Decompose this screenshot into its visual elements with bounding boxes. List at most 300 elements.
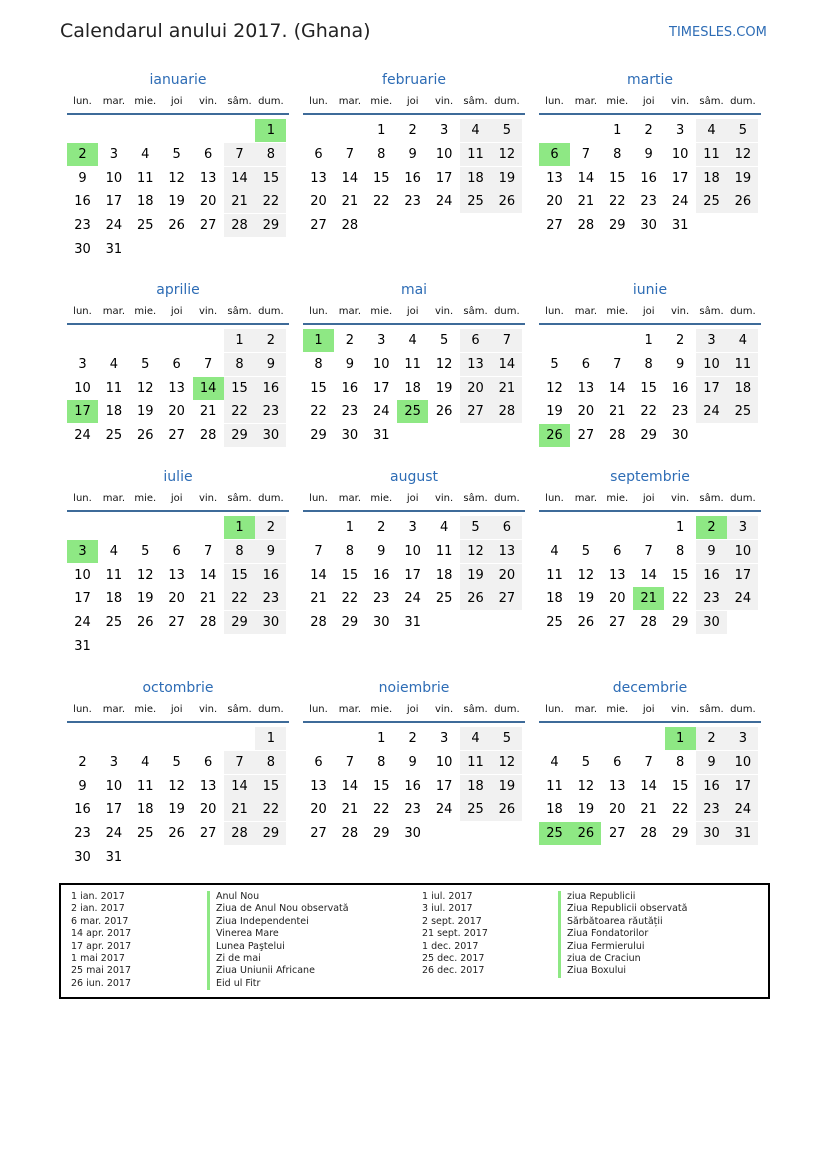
day-cell: 29 bbox=[255, 214, 286, 237]
day-cell: 30 bbox=[696, 611, 727, 634]
weekday-header: sâm. bbox=[463, 96, 488, 107]
day-cell: 18 bbox=[435, 567, 453, 583]
day-cell: 24 bbox=[727, 798, 758, 821]
holiday-date: 21 sept. 2017 bbox=[422, 928, 488, 940]
day-cell: 9 bbox=[345, 356, 355, 372]
holiday-name: Lunea Paştelui bbox=[207, 941, 349, 953]
weekday-header: mie. bbox=[370, 704, 393, 715]
weekday-header: dum. bbox=[730, 306, 756, 317]
holiday-date: 2 sept. 2017 bbox=[422, 915, 482, 927]
day-cell: 2 bbox=[78, 754, 87, 770]
day-cell: 8 bbox=[255, 143, 286, 166]
day-cell: 22 bbox=[224, 587, 255, 610]
month-divider bbox=[67, 323, 289, 325]
day-cell: 23 bbox=[671, 404, 689, 420]
weekday-header: mar. bbox=[574, 96, 598, 107]
day-cell: 19 bbox=[546, 404, 563, 420]
holiday-date: 26 iun. 2017 bbox=[71, 977, 132, 989]
day-cell: 10 bbox=[404, 543, 421, 559]
day-cell: 29 bbox=[224, 611, 255, 634]
day-cell: 6 bbox=[613, 543, 622, 559]
weekday-header: joi bbox=[406, 704, 419, 715]
weekday-header: sâm. bbox=[463, 306, 488, 317]
day-cell: 19 bbox=[727, 167, 758, 190]
day-cell: 16 bbox=[74, 194, 91, 210]
day-cell: 11 bbox=[460, 143, 491, 166]
holiday-day-cell: 26 bbox=[539, 424, 570, 447]
day-cell: 25 bbox=[105, 428, 123, 444]
day-cell: 16 bbox=[404, 778, 421, 794]
weekday-header: sâm. bbox=[699, 96, 724, 107]
day-cell: 1 bbox=[377, 123, 386, 138]
day-cell: 13 bbox=[168, 567, 185, 583]
day-cell: 19 bbox=[460, 564, 491, 587]
day-cell: 29 bbox=[341, 615, 359, 631]
day-cell: 25 bbox=[727, 400, 758, 423]
day-cell: 16 bbox=[671, 380, 689, 396]
day-cell: 28 bbox=[224, 822, 255, 845]
day-cell: 1 bbox=[675, 520, 685, 535]
holiday-name: ziua Republicii bbox=[558, 891, 687, 903]
day-cell: 16 bbox=[341, 380, 359, 396]
day-cell: 26 bbox=[137, 428, 154, 444]
day-cell: 21 bbox=[609, 404, 626, 420]
day-cell: 5 bbox=[141, 356, 150, 372]
month-name: august bbox=[390, 469, 438, 485]
day-cell: 31 bbox=[373, 428, 390, 444]
day-cell: 28 bbox=[577, 218, 595, 234]
day-cell: 17 bbox=[105, 194, 123, 210]
day-cell: 20 bbox=[310, 802, 327, 818]
weekday-header: joi bbox=[170, 704, 183, 715]
brand-link[interactable]: TIMESLES.COM bbox=[669, 25, 767, 40]
day-cell: 27 bbox=[491, 587, 522, 610]
month-divider bbox=[539, 721, 761, 723]
day-cell: 12 bbox=[491, 143, 522, 166]
day-cell: 26 bbox=[168, 826, 185, 842]
day-cell: 23 bbox=[696, 798, 727, 821]
day-cell: 15 bbox=[373, 170, 390, 186]
day-cell: 6 bbox=[460, 329, 491, 352]
day-cell: 10 bbox=[727, 540, 758, 563]
day-cell: 23 bbox=[404, 194, 421, 210]
weekday-header: vin. bbox=[670, 493, 690, 504]
holiday-day-cell: 3 bbox=[67, 540, 98, 563]
day-cell: 10 bbox=[727, 751, 758, 774]
holiday-day-cell: 25 bbox=[539, 822, 570, 845]
day-cell: 1 bbox=[255, 727, 286, 750]
day-cell: 12 bbox=[137, 567, 154, 583]
legend-dates-left bbox=[71, 891, 131, 990]
day-cell: 21 bbox=[341, 194, 359, 210]
day-cell: 5 bbox=[172, 754, 181, 770]
day-cell: 3 bbox=[727, 727, 758, 750]
day-cell: 7 bbox=[345, 754, 355, 770]
day-cell: 21 bbox=[199, 404, 217, 420]
day-cell: 3 bbox=[675, 123, 685, 138]
day-cell: 6 bbox=[491, 516, 522, 539]
day-cell: 6 bbox=[172, 356, 181, 372]
day-cell: 8 bbox=[675, 754, 685, 770]
legend-dates-right bbox=[422, 891, 488, 978]
day-cell: 12 bbox=[435, 356, 453, 372]
weekday-header: sâm. bbox=[463, 493, 488, 504]
day-cell: 8 bbox=[224, 540, 255, 563]
legend-names-right bbox=[558, 891, 687, 978]
day-cell: 4 bbox=[550, 754, 559, 770]
day-cell: 8 bbox=[255, 751, 286, 774]
day-cell: 26 bbox=[491, 190, 522, 213]
day-cell: 17 bbox=[105, 802, 123, 818]
holiday-name: Ziua de Anul Nou observată bbox=[207, 903, 349, 915]
day-cell: 20 bbox=[491, 564, 522, 587]
day-cell: 13 bbox=[460, 353, 491, 376]
day-cell: 3 bbox=[696, 329, 727, 352]
holiday-date: 25 mai 2017 bbox=[71, 965, 132, 977]
day-cell: 30 bbox=[341, 428, 359, 444]
day-cell: 7 bbox=[644, 754, 653, 770]
day-cell: 24 bbox=[727, 587, 758, 610]
day-cell: 14 bbox=[199, 567, 217, 583]
day-cell: 8 bbox=[224, 353, 255, 376]
day-cell: 26 bbox=[491, 798, 522, 821]
month-name: ianuarie bbox=[149, 72, 207, 88]
weekday-header: vin. bbox=[198, 96, 218, 107]
day-cell: 9 bbox=[408, 146, 417, 162]
holiday-day-cell: 17 bbox=[67, 400, 98, 423]
day-cell: 19 bbox=[168, 802, 185, 818]
weekday-header: vin. bbox=[670, 704, 690, 715]
holiday-date: 1 ian. 2017 bbox=[71, 891, 125, 902]
day-cell: 28 bbox=[640, 615, 657, 631]
day-cell: 31 bbox=[74, 639, 91, 654]
day-cell: 8 bbox=[377, 146, 386, 162]
day-cell: 30 bbox=[671, 428, 689, 444]
day-cell: 28 bbox=[341, 826, 359, 842]
day-cell: 16 bbox=[255, 377, 286, 400]
weekday-header: vin. bbox=[670, 306, 690, 317]
day-cell: 12 bbox=[137, 380, 154, 396]
day-cell: 12 bbox=[168, 170, 185, 186]
day-cell: 4 bbox=[460, 727, 491, 750]
day-cell: 4 bbox=[141, 754, 150, 770]
day-cell: 23 bbox=[696, 587, 727, 610]
holiday-date: 1 iul. 2017 bbox=[422, 891, 473, 902]
weekday-header: mar. bbox=[574, 704, 598, 715]
weekday-header: mie. bbox=[370, 306, 393, 317]
weekday-header: joi bbox=[170, 306, 183, 317]
day-cell: 19 bbox=[491, 167, 522, 190]
day-cell: 31 bbox=[404, 615, 421, 631]
weekday-header: joi bbox=[406, 493, 419, 504]
day-cell: 5 bbox=[550, 356, 559, 372]
weekday-header: sâm. bbox=[699, 493, 724, 504]
day-cell: 29 bbox=[373, 826, 390, 842]
day-cell: 9 bbox=[696, 540, 727, 563]
weekday-header: mie. bbox=[606, 96, 629, 107]
day-cell: 27 bbox=[310, 218, 327, 234]
day-cell: 8 bbox=[644, 356, 653, 372]
day-cell: 14 bbox=[491, 353, 522, 376]
day-cell: 7 bbox=[581, 146, 591, 162]
day-cell: 11 bbox=[404, 356, 421, 372]
day-cell: 4 bbox=[727, 329, 758, 352]
day-cell: 13 bbox=[199, 778, 217, 794]
day-cell: 25 bbox=[435, 591, 453, 607]
month-divider bbox=[539, 113, 761, 115]
day-cell: 20 bbox=[199, 802, 217, 818]
day-cell: 7 bbox=[345, 146, 355, 162]
weekday-header: lun. bbox=[545, 704, 564, 715]
weekday-header: joi bbox=[642, 306, 655, 317]
day-cell: 18 bbox=[546, 802, 563, 818]
holiday-day-cell: 25 bbox=[397, 400, 428, 423]
weekday-header: dum. bbox=[494, 704, 520, 715]
holiday-name: Ziua Boxului bbox=[558, 965, 687, 977]
day-cell: 27 bbox=[460, 400, 491, 423]
day-cell: 27 bbox=[168, 428, 185, 444]
weekday-header: mar. bbox=[102, 493, 126, 504]
day-cell: 27 bbox=[199, 826, 217, 842]
day-cell: 6 bbox=[581, 356, 591, 372]
day-cell: 30 bbox=[255, 611, 286, 634]
month-divider bbox=[303, 113, 525, 115]
day-cell: 17 bbox=[727, 564, 758, 587]
day-cell: 6 bbox=[172, 543, 181, 559]
day-cell: 24 bbox=[696, 400, 727, 423]
day-cell: 30 bbox=[696, 822, 727, 845]
day-cell: 3 bbox=[109, 754, 119, 770]
day-cell: 28 bbox=[640, 826, 657, 842]
day-cell: 9 bbox=[644, 146, 653, 162]
day-cell: 20 bbox=[546, 194, 563, 210]
weekday-header: vin. bbox=[434, 493, 454, 504]
day-cell: 22 bbox=[255, 798, 286, 821]
weekday-header: dum. bbox=[494, 306, 520, 317]
day-cell: 13 bbox=[310, 170, 327, 186]
month-name: noiembrie bbox=[378, 680, 450, 696]
day-cell: 25 bbox=[137, 218, 154, 234]
weekday-header: sâm. bbox=[227, 493, 252, 504]
weekday-header: mie. bbox=[134, 493, 157, 504]
weekday-header: mar. bbox=[338, 493, 362, 504]
day-cell: 15 bbox=[609, 170, 626, 186]
day-cell: 20 bbox=[460, 377, 491, 400]
day-cell: 13 bbox=[546, 170, 563, 186]
day-cell: 18 bbox=[105, 591, 123, 607]
day-cell: 14 bbox=[640, 778, 657, 794]
month-divider bbox=[67, 113, 289, 115]
holiday-name: Sărbătoarea răutății bbox=[558, 916, 687, 928]
holiday-date: 2 ian. 2017 bbox=[71, 903, 125, 915]
day-cell: 17 bbox=[435, 170, 453, 186]
day-cell: 28 bbox=[609, 428, 626, 444]
day-cell: 8 bbox=[675, 543, 685, 559]
day-cell: 18 bbox=[696, 167, 727, 190]
weekday-header: dum. bbox=[730, 704, 756, 715]
day-cell: 15 bbox=[255, 167, 286, 190]
day-cell: 29 bbox=[609, 218, 626, 234]
month-divider bbox=[303, 323, 525, 325]
day-cell: 13 bbox=[609, 778, 626, 794]
day-cell: 17 bbox=[671, 170, 689, 186]
day-cell: 24 bbox=[74, 615, 91, 631]
weekday-header: mar. bbox=[102, 96, 126, 107]
day-cell: 4 bbox=[550, 543, 559, 559]
holiday-date: 26 dec. 2017 bbox=[422, 965, 485, 977]
holiday-name: Zi de mai bbox=[207, 953, 349, 965]
day-cell: 21 bbox=[577, 194, 595, 210]
holiday-name: ziua de Craciun bbox=[558, 953, 687, 965]
day-cell: 18 bbox=[404, 380, 421, 396]
holiday-name: Ziua Uniunii Africane bbox=[207, 965, 349, 977]
weekday-header: mar. bbox=[102, 704, 126, 715]
day-cell: 11 bbox=[105, 380, 123, 396]
day-cell: 10 bbox=[105, 170, 123, 186]
day-cell: 25 bbox=[460, 190, 491, 213]
day-cell: 7 bbox=[224, 751, 255, 774]
day-cell: 30 bbox=[74, 850, 91, 865]
day-cell: 10 bbox=[74, 380, 91, 396]
weekday-header: mar. bbox=[574, 306, 598, 317]
day-cell: 15 bbox=[341, 567, 359, 583]
day-cell: 12 bbox=[546, 380, 563, 396]
day-cell: 18 bbox=[727, 377, 758, 400]
weekday-header: mar. bbox=[338, 306, 362, 317]
day-cell: 30 bbox=[74, 242, 91, 257]
holiday-date: 1 dec. 2017 bbox=[422, 940, 479, 952]
day-cell: 20 bbox=[609, 591, 626, 607]
weekday-header: dum. bbox=[494, 96, 520, 107]
day-cell: 18 bbox=[460, 775, 491, 798]
day-cell: 19 bbox=[137, 591, 154, 607]
holiday-name: Ziua Fondatorilor bbox=[558, 928, 687, 940]
day-cell: 16 bbox=[696, 564, 727, 587]
day-cell: 22 bbox=[373, 194, 390, 210]
day-cell: 14 bbox=[341, 778, 359, 794]
weekday-header: mie. bbox=[606, 493, 629, 504]
day-cell: 23 bbox=[74, 218, 91, 234]
day-cell: 10 bbox=[435, 754, 453, 770]
holiday-day-cell: 21 bbox=[633, 587, 664, 610]
day-cell: 5 bbox=[491, 727, 522, 750]
day-cell: 9 bbox=[377, 543, 386, 559]
day-cell: 10 bbox=[373, 356, 390, 372]
month-divider bbox=[539, 510, 761, 512]
day-cell: 18 bbox=[460, 167, 491, 190]
weekday-header: mie. bbox=[370, 493, 393, 504]
weekday-header: sâm. bbox=[699, 306, 724, 317]
day-cell: 21 bbox=[224, 190, 255, 213]
weekday-header: lun. bbox=[545, 306, 564, 317]
month-name: aprilie bbox=[156, 282, 200, 298]
day-cell: 13 bbox=[310, 778, 327, 794]
day-cell: 6 bbox=[203, 754, 213, 770]
day-cell: 7 bbox=[314, 543, 323, 559]
weekday-header: dum. bbox=[258, 306, 284, 317]
day-cell: 5 bbox=[439, 333, 449, 348]
day-cell: 2 bbox=[675, 333, 685, 348]
day-cell: 4 bbox=[460, 119, 491, 142]
day-cell: 9 bbox=[78, 170, 87, 186]
day-cell: 14 bbox=[577, 170, 595, 186]
day-cell: 29 bbox=[671, 826, 689, 842]
holiday-day-cell: 2 bbox=[696, 516, 727, 539]
month-divider bbox=[67, 510, 289, 512]
day-cell: 24 bbox=[404, 591, 421, 607]
holiday-name: Ziua Independentei bbox=[207, 916, 349, 928]
day-cell: 4 bbox=[408, 333, 417, 348]
day-cell: 28 bbox=[310, 615, 327, 631]
weekday-header: joi bbox=[170, 493, 183, 504]
day-cell: 1 bbox=[224, 329, 255, 352]
day-cell: 7 bbox=[613, 356, 622, 372]
weekday-header: vin. bbox=[198, 493, 218, 504]
weekday-header: lun. bbox=[545, 493, 564, 504]
day-cell: 2 bbox=[408, 731, 417, 746]
day-cell: 21 bbox=[341, 802, 359, 818]
weekday-header: lun. bbox=[309, 306, 328, 317]
day-cell: 12 bbox=[168, 778, 185, 794]
weekday-header: sâm. bbox=[227, 306, 252, 317]
day-cell: 15 bbox=[255, 775, 286, 798]
day-cell: 7 bbox=[224, 143, 255, 166]
month-name: mai bbox=[400, 282, 428, 298]
holiday-day-cell: 14 bbox=[193, 377, 224, 400]
day-cell: 23 bbox=[255, 587, 286, 610]
holiday-day-cell: 1 bbox=[224, 516, 255, 539]
day-cell: 20 bbox=[310, 194, 327, 210]
holiday-day-cell: 2 bbox=[67, 143, 98, 166]
day-cell: 30 bbox=[373, 615, 390, 631]
day-cell: 25 bbox=[460, 798, 491, 821]
day-cell: 27 bbox=[609, 826, 626, 842]
day-cell: 15 bbox=[640, 380, 657, 396]
day-cell: 1 bbox=[644, 333, 653, 348]
day-cell: 5 bbox=[172, 146, 181, 162]
day-cell: 18 bbox=[137, 802, 154, 818]
day-cell: 10 bbox=[74, 567, 91, 583]
day-cell: 4 bbox=[439, 520, 449, 535]
day-cell: 17 bbox=[404, 567, 421, 583]
day-cell: 1 bbox=[377, 731, 386, 746]
weekday-header: mar. bbox=[574, 493, 598, 504]
day-cell: 19 bbox=[577, 591, 595, 607]
day-cell: 9 bbox=[408, 754, 417, 770]
day-cell: 9 bbox=[255, 540, 286, 563]
weekday-header: dum. bbox=[258, 96, 284, 107]
day-cell: 14 bbox=[224, 167, 255, 190]
day-cell: 30 bbox=[255, 424, 286, 447]
day-cell: 16 bbox=[373, 567, 390, 583]
day-cell: 7 bbox=[644, 543, 653, 559]
day-cell: 15 bbox=[224, 377, 255, 400]
day-cell: 21 bbox=[491, 377, 522, 400]
holiday-day-cell: 6 bbox=[539, 143, 570, 166]
day-cell: 11 bbox=[727, 353, 758, 376]
day-cell: 31 bbox=[105, 242, 123, 257]
day-cell: 17 bbox=[727, 775, 758, 798]
weekday-header: dum. bbox=[258, 493, 284, 504]
month-name: octombrie bbox=[142, 680, 214, 696]
day-cell: 22 bbox=[310, 404, 327, 420]
day-cell: 20 bbox=[577, 404, 595, 420]
day-cell: 11 bbox=[137, 170, 154, 186]
day-cell: 22 bbox=[671, 802, 689, 818]
holiday-day-cell: 1 bbox=[303, 329, 334, 352]
day-cell: 20 bbox=[168, 591, 185, 607]
day-cell: 2 bbox=[408, 123, 417, 138]
